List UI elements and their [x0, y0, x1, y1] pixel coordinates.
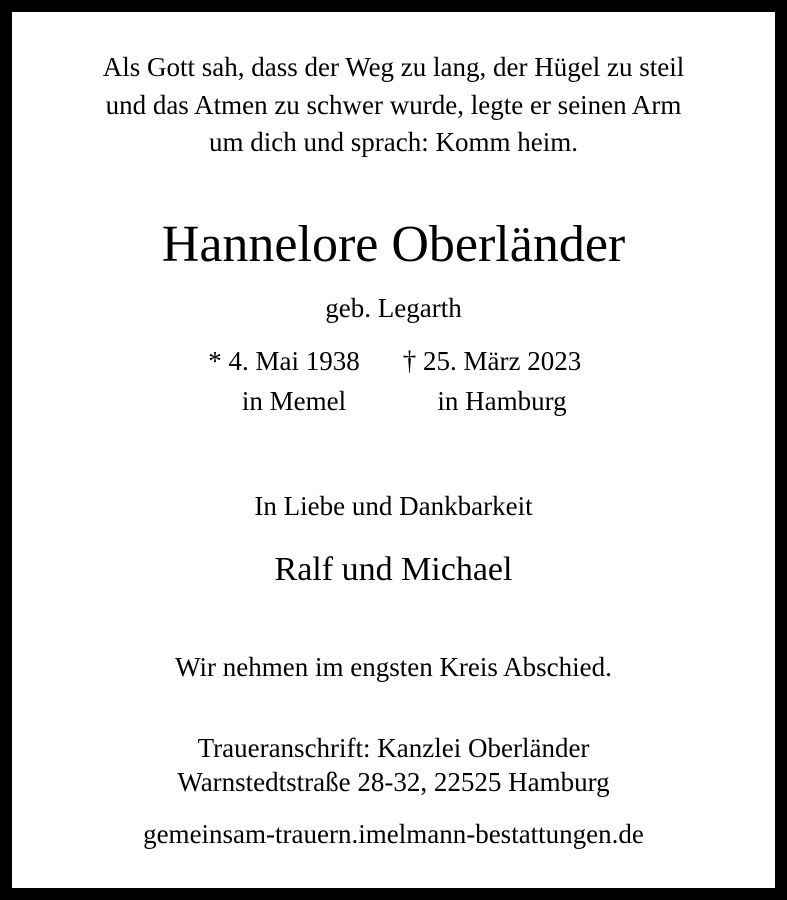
death-place: in Hamburg — [437, 386, 567, 416]
quote-line-3: um dich und sprach: Komm heim. — [209, 127, 578, 157]
farewell-note: Wir nehmen im engsten Kreis Abschied. — [175, 652, 612, 682]
address-line-1: Traueranschrift: Kanzlei Oberländer — [197, 733, 590, 763]
quote-line-2: und das Atmen zu schwer wurde, legte er seinen Arm — [105, 90, 682, 120]
maiden-name: geb. Legarth — [325, 293, 462, 323]
death-date: † 25. März 2023 — [402, 346, 582, 376]
website-link[interactable]: gemeinsam-trauern.imelmann-bestattungen.de — [143, 819, 644, 849]
mourners-names: Ralf und Michael — [274, 551, 513, 588]
birth-date: * 4. Mai 1938 — [208, 346, 360, 376]
address-line-2: Warnstedtstraße 28-32, 22525 Hamburg — [177, 767, 610, 797]
deceased-name: Hannelore Oberländer — [161, 216, 626, 273]
quote-line-1: Als Gott sah, dass der Weg zu lang, der Hügel zu steil — [102, 52, 685, 82]
birth-place: in Memel — [241, 386, 347, 416]
dedication-text: In Liebe und Dankbarkeit — [254, 491, 533, 521]
